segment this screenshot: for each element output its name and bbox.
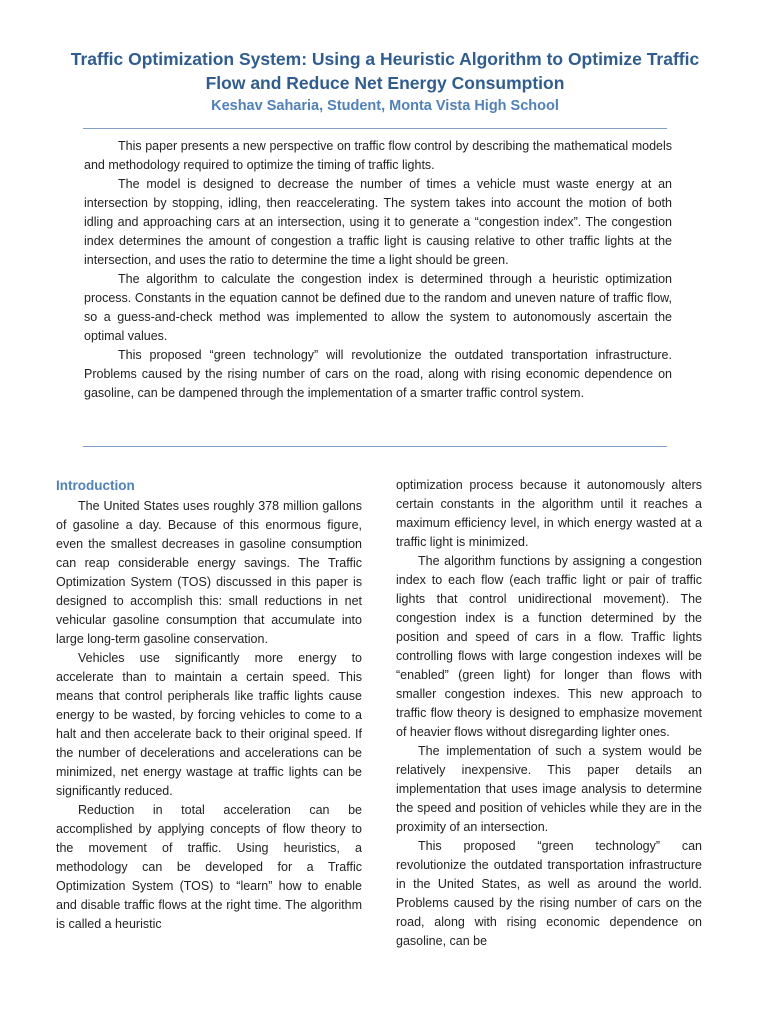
- abstract-paragraph: The algorithm to calculate the congestion index is determined through a heuristic optimization process. Constants in the equation cannot be defined due to the random and uneven nature of traffic flow, so a guess-and-check method was implemented to allow the system to autonomously ascertain the optimal values.: [84, 272, 672, 343]
- right-column: [396, 476, 702, 951]
- author-line: Keshav Saharia, Student, Monta Vista High School: [211, 98, 559, 114]
- body-paragraph: Vehicles use significantly more energy to accelerate than to maintain a certain speed. This means that control peripherals like traffic lights cause energy to be wasted, by forcing vehicles to come to a halt and then accelerate back to their original speed. If the number of decelerations and accelerations can be minimized, net energy wastage at traffic lights can be significantly reduced.: [56, 651, 362, 798]
- paper-title: Traffic Optimization System: Using a Heuristic Algorithm to Optimize Traffic Flow and Reduce Net Energy Consumption: [70, 49, 700, 93]
- bottom-divider: [83, 446, 667, 447]
- abstract-paragraph: This proposed “green technology” will revolutionize the outdated transportation infrastructure. Problems caused by the rising number of cars on the road, along with rising economic dependence on gasoline, can be dampened through the implementation of a smarter traffic control system.: [84, 348, 672, 400]
- top-divider: [83, 128, 667, 129]
- body-paragraph: The United States uses roughly 378 million gallons of gasoline a day. Because of this enormous figure, even the smallest decreases in gasoline consumption can reap considerable energy savings. The Traffic Optimization System (TOS) discussed in this paper is designed to accomplish this: small reductions in net vehicular gasoline consumption that accumulate into large long-term gasoline conservation.: [56, 499, 362, 646]
- body-paragraph: The implementation of such a system would be relatively inexpensive. This paper details an implementation that uses image analysis to determine the speed and position of vehicles while they are in the proximity of an intersection.: [396, 744, 702, 834]
- section-heading: Introduction: [56, 478, 135, 493]
- abstract: [84, 137, 672, 403]
- body-paragraph-continuation: optimization process because it autonomously alters certain constants in the algorithm until it reaches a maximum efficiency level, in which energy wasted at a traffic light is minimized.: [396, 478, 702, 549]
- left-column: [56, 476, 362, 934]
- body-paragraph: Reduction in total acceleration can be accomplished by applying concepts of flow theory to the movement of traffic. Using heuristics, a methodology can be developed for a Traffic Optimization System (TOS) to “learn” how to enable and disable traffic flows at the right time. The algorithm is called a heuristic: [56, 803, 362, 931]
- body-paragraph: This proposed “green technology” can revolutionize the outdated transportation infrastructure in the United States, as well as around the world. Problems caused by the rising number of cars on the road, along with rising economic dependence on gasoline, can be: [396, 839, 702, 948]
- body-paragraph: The algorithm functions by assigning a congestion index to each flow (each traffic light or pair of traffic lights that control unidirectional movement). The congestion index is a function determined by the position and speed of cars in a flow. Traffic lights controlling flows with large congestion indexes will be “enabled” (green light) for longer than flows with smaller congestion indexes. This new approach to traffic flow theory is designed to emphasize movement of heavier flows without disregarding lighter ones.: [396, 554, 702, 739]
- abstract-paragraph: The model is designed to decrease the number of times a vehicle must waste energy at an intersection by stopping, idling, then reaccelerating. The system takes into account the motion of both idling and approaching cars at an intersection, using it to generate a “congestion index”. The congestion index determines the amount of congestion a traffic light is causing relative to other traffic lights at the intersection, and uses the ratio to determine the time a light should be green.: [84, 177, 672, 267]
- abstract-paragraph: This paper presents a new perspective on traffic flow control by describing the mathematical models and methodology required to optimize the timing of traffic lights.: [84, 139, 672, 172]
